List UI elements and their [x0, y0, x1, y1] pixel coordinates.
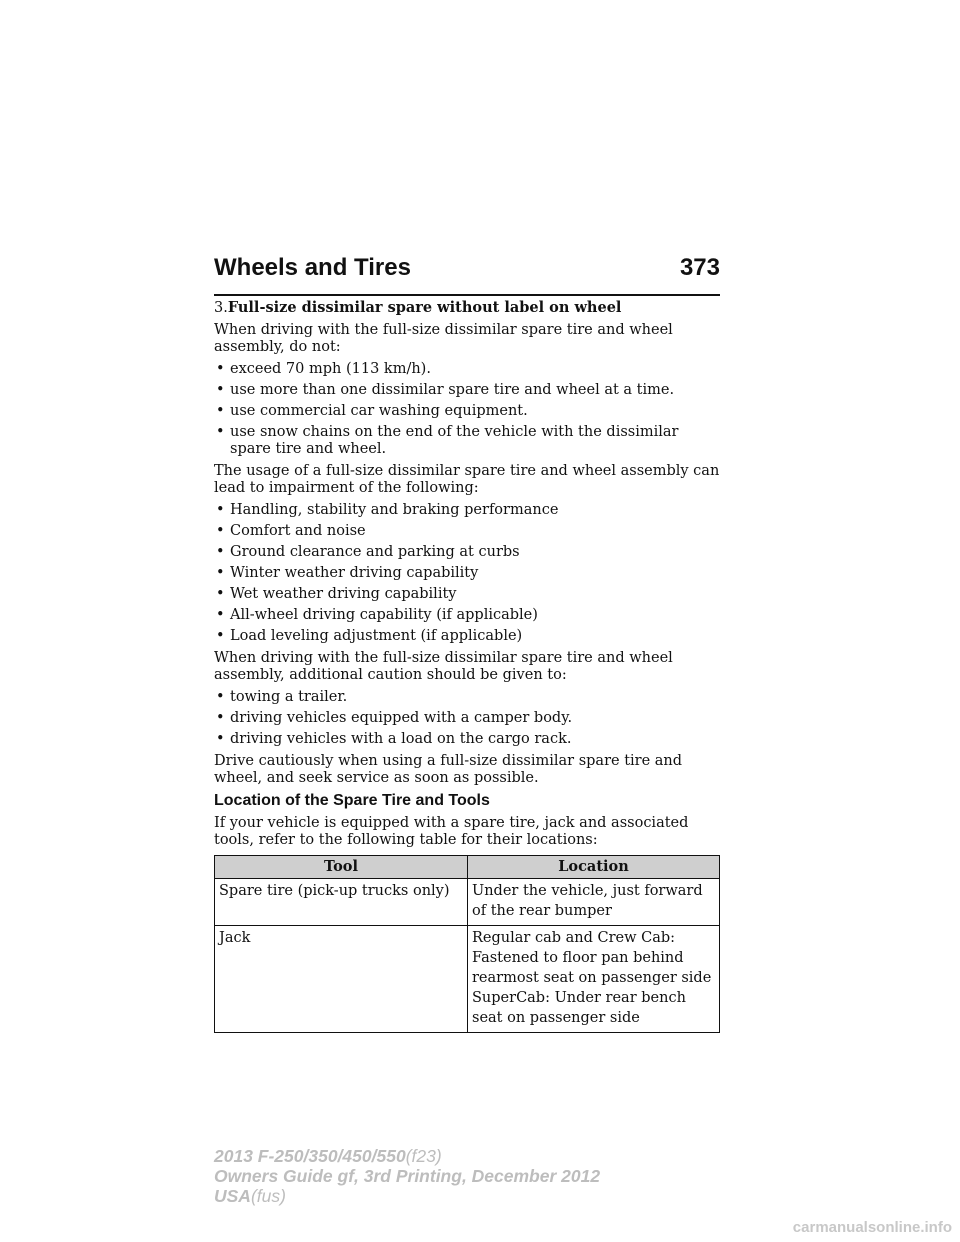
table-row: [215, 926, 720, 1033]
column-header-tool: Tool: [215, 856, 468, 879]
list-item: • Load leveling adjustment (if applicable): [214, 628, 720, 645]
section-heading: Location of the Spare Tire and Tools: [214, 792, 490, 809]
caution-intro: When driving with the full-size dissimilar spare tire and wheel assembly, additional caution should be given to:: [214, 650, 673, 683]
donts-list: [214, 361, 720, 458]
list-item: • use snow chains on the end of the vehicle with the dissimilar spare tire and wheel.: [214, 424, 720, 458]
donts-intro: When driving with the full-size dissimilar spare tire and wheel assembly, do not:: [214, 322, 673, 355]
closing-paragraph: Drive cautiously when using a full-size dissimilar spare tire and wheel, and seek service as soon as possible.: [214, 753, 683, 786]
page-title: Wheels and Tires: [214, 254, 411, 281]
footer-guide-edition: Owners Guide gf, 3rd Printing, December 2012: [214, 1166, 601, 1186]
list-item: • Handling, stability and braking performance: [214, 502, 720, 519]
list-item: • driving vehicles with a load on the cargo rack.: [214, 731, 720, 748]
table-header-row: [215, 856, 720, 879]
step-label: Full-size dissimilar spare without label on wheel: [227, 299, 622, 316]
column-header-location: Location: [468, 856, 720, 879]
table-row: [215, 879, 720, 926]
table-cell-tool: Spare tire (pick-up trucks only): [215, 879, 468, 926]
impairment-list: [214, 502, 720, 645]
footer-region-code: (fus): [250, 1186, 286, 1206]
footer-line-region: [214, 1186, 600, 1206]
footer-line-model: [214, 1146, 600, 1166]
list-item: • Winter weather driving capability: [214, 565, 720, 582]
list-item: • driving vehicles equipped with a camper body.: [214, 710, 720, 727]
list-item: • Wet weather driving capability: [214, 586, 720, 603]
list-item: • Comfort and noise: [214, 523, 720, 540]
footer-region: USA: [214, 1186, 251, 1206]
table-cell-location: [468, 879, 720, 926]
page-number: 373: [679, 254, 720, 281]
list-item: • use commercial car washing equipment.: [214, 403, 720, 420]
list-item: • exceed 70 mph (113 km/h).: [214, 361, 720, 378]
list-item: • use more than one dissimilar spare tire and wheel at a time.: [214, 382, 720, 399]
list-item: • All-wheel driving capability (if applicable): [214, 607, 720, 624]
list-item: • Ground clearance and parking at curbs: [214, 544, 720, 561]
document-footer: [214, 1146, 600, 1206]
footer-line-guide: [214, 1166, 600, 1186]
table-cell-location: [468, 926, 720, 1033]
table-cell-tool: Jack: [215, 926, 468, 1033]
footer-model: 2013 F-250/350/450/550: [214, 1146, 406, 1166]
page-header: [214, 254, 720, 296]
section-intro: If your vehicle is equipped with a spare tire, jack and associated tools, refer to the following table for their locations:: [214, 815, 689, 848]
location-line: Regular cab and Crew Cab: Fastened to floor pan behind rearmost seat on passenger side: [472, 930, 712, 986]
location-line: Under the vehicle, just forward of the rear bumper: [472, 883, 703, 919]
step-number: 3.: [214, 300, 228, 316]
step-3-title: [214, 299, 720, 317]
impairment-intro: The usage of a full-size dissimilar spare tire and wheel assembly can lead to impairment of the following:: [214, 463, 720, 496]
site-watermark: carmanualsonline.info: [792, 1219, 952, 1236]
location-line: SuperCab: Under rear bench seat on passenger side: [472, 990, 686, 1026]
list-item: • towing a trailer.: [214, 689, 720, 706]
caution-list: [214, 689, 720, 748]
page-content: [214, 299, 720, 1033]
tools-location-table: [214, 855, 720, 1033]
footer-model-code: (f23): [405, 1146, 442, 1166]
